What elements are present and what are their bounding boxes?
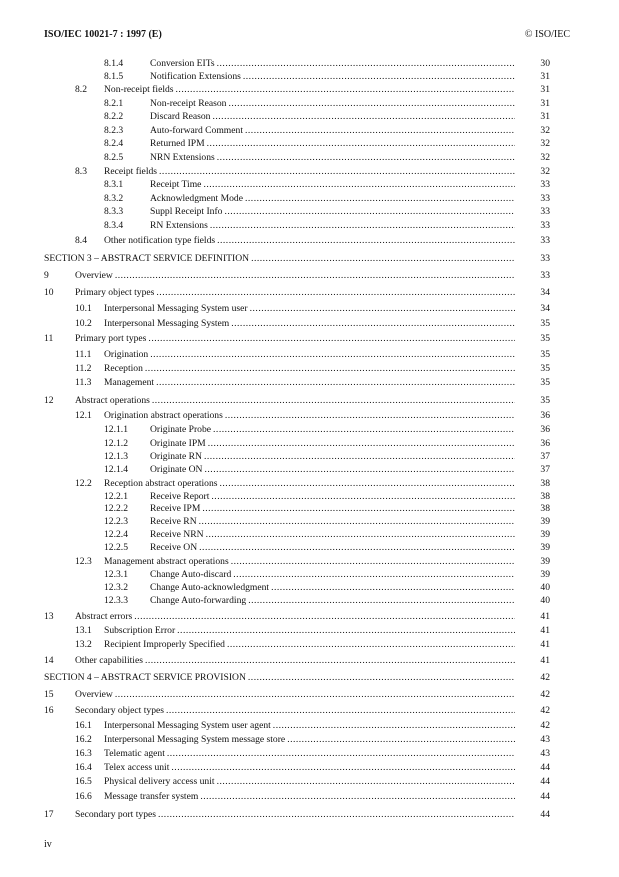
- toc-entry[interactable]: [0, 463, 619, 476]
- toc-entry-page: 33: [540, 206, 550, 217]
- toc-entry[interactable]: [0, 302, 619, 315]
- copyright-label: © ISO/IEC: [524, 29, 570, 40]
- toc-entry-title: Non-receipt fields: [104, 84, 174, 95]
- toc-entry-title: Abstract errors: [75, 611, 133, 622]
- dot-leader: [243, 70, 515, 83]
- toc-entry-number: 12.3.2: [104, 582, 128, 593]
- page-number: iv: [44, 839, 52, 850]
- dot-leader: [177, 624, 515, 637]
- toc-entry[interactable]: [0, 83, 619, 96]
- toc-entry[interactable]: [0, 624, 619, 637]
- dot-leader: [245, 124, 515, 137]
- toc-entry[interactable]: [0, 515, 619, 528]
- toc-entry[interactable]: [0, 97, 619, 110]
- toc-entry-title: Reception abstract operations: [104, 478, 218, 489]
- dot-leader: [148, 332, 515, 345]
- toc-entry-number: 16.3: [75, 748, 92, 759]
- dot-leader: [273, 719, 515, 732]
- toc-entry-number: 12.1.1: [104, 424, 128, 435]
- toc-entry-page: 38: [540, 503, 550, 514]
- dot-leader: [231, 317, 515, 330]
- toc-entry-title: Interpersonal Messaging System user: [104, 303, 248, 314]
- toc-entry[interactable]: [0, 286, 619, 299]
- toc-entry-number: 12.3: [75, 556, 92, 567]
- dot-leader: [167, 747, 515, 760]
- toc-entry-page: 30: [540, 58, 550, 69]
- toc-entry[interactable]: [0, 192, 619, 205]
- toc-entry[interactable]: [0, 450, 619, 463]
- toc-entry-number: 11: [44, 333, 54, 344]
- toc-entry-number: 11.3: [75, 377, 92, 388]
- toc-entry-number: 13.2: [75, 639, 92, 650]
- toc-entry-page: 33: [540, 270, 550, 281]
- toc-entry-title: Receive NRN: [150, 529, 204, 540]
- toc-entry-page: 37: [540, 464, 550, 475]
- dot-leader: [210, 219, 515, 232]
- toc-entry-page: 31: [540, 111, 550, 122]
- toc-entry-page: 44: [540, 809, 550, 820]
- toc-entry-title: SECTION 4 – ABSTRACT SERVICE PROVISION: [44, 672, 246, 683]
- dot-leader: [220, 477, 516, 490]
- dot-leader: [156, 376, 515, 389]
- toc-entry-page: 41: [540, 625, 550, 636]
- toc-entry-title: Other notification type fields: [104, 235, 216, 246]
- toc-entry-number: 11.2: [75, 363, 92, 374]
- toc-entry-page: 35: [540, 349, 550, 360]
- toc-entry-page: 31: [540, 71, 550, 82]
- toc-entry-title: Change Auto-discard: [150, 569, 232, 580]
- toc-entry-page: 39: [540, 556, 550, 567]
- toc-entry[interactable]: [0, 594, 619, 607]
- dot-leader: [212, 110, 515, 123]
- toc-entry-title: Recipient Improperly Specified: [104, 639, 225, 650]
- document-id: ISO/IEC 10021-7 : 1997 (E): [44, 29, 162, 40]
- toc-entry-title: Notification Extensions: [150, 71, 241, 82]
- dot-leader: [208, 437, 515, 450]
- toc-entry-number: 16.1: [75, 720, 92, 731]
- dot-leader: [145, 654, 515, 667]
- toc-entry-page: 40: [540, 595, 550, 606]
- toc-entry-title: Secondary object types: [75, 705, 164, 716]
- dot-leader: [206, 528, 515, 541]
- toc-entry[interactable]: [0, 423, 619, 436]
- toc-entry-page: 35: [540, 395, 550, 406]
- toc-entry-number: 12.2.4: [104, 529, 128, 540]
- toc-entry-page: 35: [540, 333, 550, 344]
- dot-leader: [217, 57, 515, 70]
- toc-entry-number: 12.2.1: [104, 491, 128, 502]
- toc-entry-page: 42: [540, 672, 550, 683]
- dot-leader: [176, 83, 515, 96]
- toc-entry[interactable]: [0, 477, 619, 490]
- dot-leader: [152, 394, 515, 407]
- toc-entry-number: 13: [44, 611, 54, 622]
- dot-leader: [166, 704, 515, 717]
- toc-entry[interactable]: [0, 205, 619, 218]
- dot-leader: [250, 302, 515, 315]
- toc-entry-number: 16: [44, 705, 54, 716]
- toc-entry-number: 14: [44, 655, 54, 666]
- toc-entry[interactable]: [0, 269, 619, 282]
- toc-entry-page: 42: [540, 705, 550, 716]
- toc-entry-title: Receive RN: [150, 516, 197, 527]
- toc-entry-number: 16.2: [75, 734, 92, 745]
- toc-entry-number: 12.1.2: [104, 438, 128, 449]
- toc-entry-number: 12.2.5: [104, 542, 128, 553]
- toc-entry-title: Non-receipt Reason: [150, 98, 227, 109]
- dot-leader: [233, 568, 515, 581]
- dot-leader: [200, 790, 515, 803]
- dot-leader: [248, 671, 515, 684]
- toc-entry-number: 17: [44, 809, 54, 820]
- dot-leader: [156, 286, 515, 299]
- dot-leader: [231, 555, 515, 568]
- toc-entry-number: 12.2.2: [104, 503, 128, 514]
- toc-entry-page: 33: [540, 193, 550, 204]
- toc-entry-page: 42: [540, 720, 550, 731]
- dot-leader: [205, 463, 516, 476]
- toc-entry-number: 13.1: [75, 625, 92, 636]
- toc-entry-page: 41: [540, 655, 550, 666]
- toc-entry-number: 12.2: [75, 478, 92, 489]
- toc-entry-number: 12.1.4: [104, 464, 128, 475]
- dot-leader: [203, 178, 515, 191]
- toc-entry-number: 12.3.1: [104, 569, 128, 580]
- toc-entry-title: Subscription Error: [104, 625, 176, 636]
- toc-entry-number: 8.2.2: [104, 111, 124, 122]
- toc-entry-title: Receive Report: [150, 491, 210, 502]
- toc-entry-title: Secondary port types: [75, 809, 156, 820]
- dot-leader: [159, 165, 515, 178]
- toc-entry-title: Receipt fields: [104, 166, 158, 177]
- toc-entry-page: 31: [540, 98, 550, 109]
- toc-entry-title: Abstract operations: [75, 395, 150, 406]
- toc-entry[interactable]: [0, 57, 619, 70]
- toc-entry-title: Suppl Receipt Info: [150, 206, 223, 217]
- toc-entry[interactable]: [0, 502, 619, 515]
- toc-entry-title: Change Auto-forwarding: [150, 595, 247, 606]
- toc-entry-page: 33: [540, 235, 550, 246]
- toc-entry-number: 12: [44, 395, 54, 406]
- toc-entry-title: Overview: [75, 689, 113, 700]
- toc-entry-page: 34: [540, 287, 550, 298]
- toc-entry-page: 35: [540, 318, 550, 329]
- toc-entry-title: Discard Reason: [150, 111, 211, 122]
- toc-entry[interactable]: [0, 747, 619, 760]
- toc-entry-number: 15: [44, 689, 54, 700]
- toc-entry-title: Change Auto-acknowledgment: [150, 582, 270, 593]
- toc-entry-page: 37: [540, 451, 550, 462]
- toc-entry[interactable]: [0, 137, 619, 150]
- toc-entry-number: 12.3.3: [104, 595, 128, 606]
- toc-entry-number: 11.1: [75, 349, 92, 360]
- toc-entry[interactable]: [0, 332, 619, 345]
- toc-entry-title: Originate Probe: [150, 424, 212, 435]
- dot-leader: [217, 234, 515, 247]
- dot-leader: [224, 205, 515, 218]
- toc-entry-page: 38: [540, 491, 550, 502]
- toc-entry-title: Management: [104, 377, 155, 388]
- dot-leader: [217, 775, 515, 788]
- toc-entry-title: Originate ON: [150, 464, 203, 475]
- toc-entry[interactable]: [0, 761, 619, 774]
- dot-leader: [248, 594, 515, 607]
- toc-entry-title: Acknowledgment Mode: [150, 193, 243, 204]
- toc-entry-page: 36: [540, 438, 550, 449]
- toc-entry-title: Originate RN: [150, 451, 202, 462]
- toc-entry[interactable]: [0, 704, 619, 717]
- toc-entry-page: 32: [540, 138, 550, 149]
- toc-entry-title: Telex access unit: [104, 762, 170, 773]
- toc-entry[interactable]: [0, 437, 619, 450]
- toc-entry[interactable]: [0, 317, 619, 330]
- toc-entry[interactable]: [0, 151, 619, 164]
- dot-leader: [227, 638, 515, 651]
- toc-entry-number: 8.1.4: [104, 58, 124, 69]
- toc-entry-title: Origination abstract operations: [104, 410, 223, 421]
- toc-entry[interactable]: [0, 541, 619, 554]
- toc-entry-title: Telematic agent: [104, 748, 165, 759]
- toc-entry-number: 8.2.5: [104, 152, 124, 163]
- toc-entry[interactable]: [0, 638, 619, 651]
- toc-entry[interactable]: [0, 110, 619, 123]
- dot-leader: [199, 541, 515, 554]
- toc-entry-page: 39: [540, 569, 550, 580]
- toc-entry-title: SECTION 3 – ABSTRACT SERVICE DEFINITION: [44, 253, 250, 264]
- toc-entry-page: 44: [540, 762, 550, 773]
- toc-entry-page: 39: [540, 542, 550, 553]
- dot-leader: [245, 192, 515, 205]
- toc-entry-page: 44: [540, 791, 550, 802]
- toc-entry-page: 33: [540, 179, 550, 190]
- toc-entry-page: 33: [540, 220, 550, 231]
- dot-leader: [150, 348, 515, 361]
- toc-entry[interactable]: [0, 688, 619, 701]
- toc-entry-title: Primary object types: [75, 287, 155, 298]
- toc-entry-page: 43: [540, 734, 550, 745]
- dot-leader: [158, 808, 515, 821]
- toc-entry-page: 33: [540, 253, 550, 264]
- toc-entry-page: 41: [540, 639, 550, 650]
- toc-entry[interactable]: [0, 528, 619, 541]
- toc-entry-title: Management abstract operations: [104, 556, 229, 567]
- toc-entry[interactable]: [0, 394, 619, 407]
- toc-entry-page: 34: [540, 303, 550, 314]
- toc-entry-title: NRN Extensions: [150, 152, 215, 163]
- toc-entry-number: 8.4: [75, 235, 87, 246]
- toc-entry-number: 16.5: [75, 776, 92, 787]
- toc-entry[interactable]: [0, 568, 619, 581]
- toc-entry-page: 39: [540, 516, 550, 527]
- toc-entry-title: Originate IPM: [150, 438, 206, 449]
- dot-leader: [145, 362, 515, 375]
- toc-entry-number: 8.2.3: [104, 125, 124, 136]
- toc-entry-title: Primary port types: [75, 333, 147, 344]
- toc-entry-title: Receive IPM: [150, 503, 201, 514]
- toc-entry[interactable]: [0, 671, 619, 684]
- toc-entry-page: 44: [540, 776, 550, 787]
- toc-entry-number: 10.2: [75, 318, 92, 329]
- toc-entry[interactable]: [0, 654, 619, 667]
- toc-entry-title: Receive ON: [150, 542, 198, 553]
- toc-entry-number: 8.3: [75, 166, 87, 177]
- toc-entry[interactable]: [0, 581, 619, 594]
- toc-entry[interactable]: [0, 70, 619, 83]
- toc-entry-number: 8.3.1: [104, 179, 124, 190]
- dot-leader: [202, 502, 515, 515]
- toc-entry-number: 12.1.3: [104, 451, 128, 462]
- dot-leader: [115, 269, 515, 282]
- toc-entry-title: Auto-forward Comment: [150, 125, 243, 136]
- toc-entry-title: Reception: [104, 363, 143, 374]
- toc-entry-page: 41: [540, 611, 550, 622]
- toc-entry-page: 36: [540, 424, 550, 435]
- toc-entry-title: Interpersonal Messaging System: [104, 318, 230, 329]
- toc-entry-number: 12.1: [75, 410, 92, 421]
- toc-entry[interactable]: [0, 790, 619, 803]
- toc-entry-title: Receipt Time: [150, 179, 202, 190]
- toc-entry[interactable]: [0, 808, 619, 821]
- toc-entry-page: 31: [540, 84, 550, 95]
- toc-entry-number: 8.3.2: [104, 193, 124, 204]
- dot-leader: [225, 409, 515, 422]
- toc-entry-number: 10.1: [75, 303, 92, 314]
- toc-entry-number: 8.2.1: [104, 98, 124, 109]
- toc-entry[interactable]: [0, 376, 619, 389]
- toc-entry[interactable]: [0, 775, 619, 788]
- toc-entry-number: 8.1.5: [104, 71, 124, 82]
- toc-entry-number: 8.2: [75, 84, 87, 95]
- toc-entry[interactable]: [0, 733, 619, 746]
- toc-entry-page: 32: [540, 125, 550, 136]
- toc-entry-number: 9: [44, 270, 49, 281]
- dot-leader: [251, 252, 515, 265]
- dot-leader: [287, 733, 515, 746]
- toc-entry[interactable]: [0, 252, 619, 265]
- dot-leader: [271, 581, 515, 594]
- toc-entry-number: 16.6: [75, 791, 92, 802]
- toc-entry[interactable]: [0, 348, 619, 361]
- toc-entry-title: RN Extensions: [150, 220, 208, 231]
- dot-leader: [213, 423, 515, 436]
- toc-entry-title: Interpersonal Messaging System user agent: [104, 720, 271, 731]
- toc-entry[interactable]: [0, 234, 619, 247]
- toc-entry-title: Returned IPM: [150, 138, 205, 149]
- toc-entry-page: 43: [540, 748, 550, 759]
- toc-entry[interactable]: [0, 362, 619, 375]
- toc-entry-number: 8.3.4: [104, 220, 124, 231]
- dot-leader: [171, 761, 515, 774]
- toc-entry-page: 32: [540, 166, 550, 177]
- toc-entry-number: 10: [44, 287, 54, 298]
- toc-entry-number: 16.4: [75, 762, 92, 773]
- dot-leader: [134, 610, 515, 623]
- toc-entry[interactable]: [0, 719, 619, 732]
- dot-leader: [207, 137, 515, 150]
- toc-entry-title: Physical delivery access unit: [104, 776, 215, 787]
- toc-entry[interactable]: [0, 165, 619, 178]
- toc-entry-page: 42: [540, 689, 550, 700]
- toc-entry[interactable]: [0, 555, 619, 568]
- toc-entry[interactable]: [0, 409, 619, 422]
- toc-entry[interactable]: [0, 124, 619, 137]
- toc-entry-number: 12.2.3: [104, 516, 128, 527]
- toc-entry-title: Conversion EITs: [150, 58, 215, 69]
- toc-entry-page: 35: [540, 377, 550, 388]
- toc-entry-number: 8.2.4: [104, 138, 124, 149]
- toc-entry-page: 35: [540, 363, 550, 374]
- dot-leader: [228, 97, 515, 110]
- toc-entry-page: 38: [540, 478, 550, 489]
- dot-leader: [115, 688, 515, 701]
- toc-entry-page: 39: [540, 529, 550, 540]
- toc-entry-title: Interpersonal Messaging System message store: [104, 734, 286, 745]
- toc-entry[interactable]: [0, 219, 619, 232]
- toc-entry-page: 32: [540, 152, 550, 163]
- toc-entry[interactable]: [0, 178, 619, 191]
- toc-entry[interactable]: [0, 610, 619, 623]
- toc-entry-page: 40: [540, 582, 550, 593]
- toc-entry-number: 8.3.3: [104, 206, 124, 217]
- dot-leader: [204, 450, 515, 463]
- toc-entry-title: Overview: [75, 270, 113, 281]
- toc-entry-title: Message transfer system: [104, 791, 199, 802]
- toc-entry-title: Origination: [104, 349, 149, 360]
- toc-entry-page: 36: [540, 410, 550, 421]
- dot-leader: [217, 151, 515, 164]
- dot-leader: [199, 515, 515, 528]
- toc-entry-title: Other capabilities: [75, 655, 143, 666]
